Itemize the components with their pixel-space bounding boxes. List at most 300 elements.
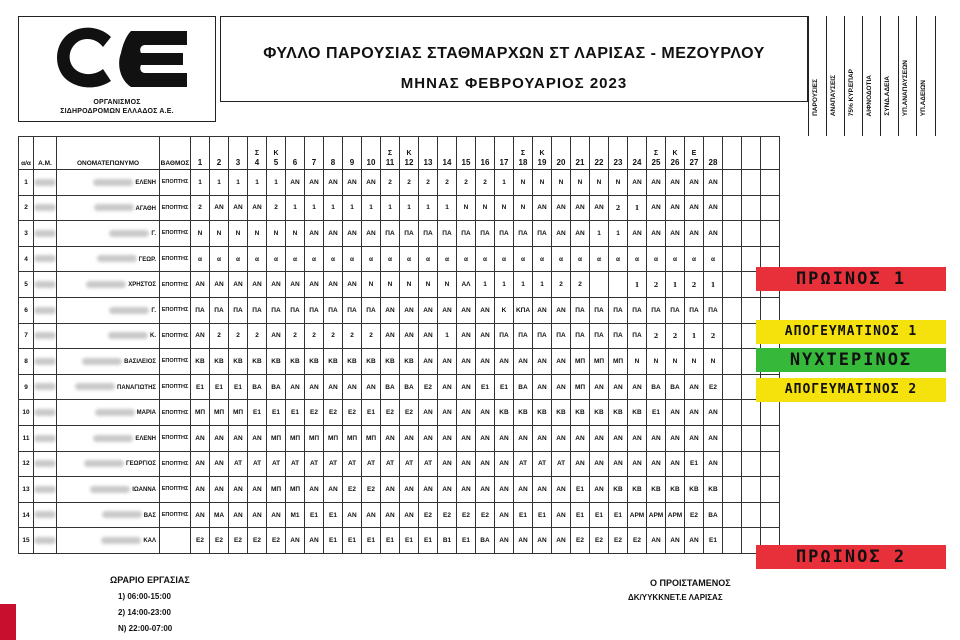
- day-cell: ΒΑ: [514, 374, 533, 400]
- extra-cell: [761, 502, 780, 528]
- day-cell: α: [381, 246, 400, 272]
- day-cell: ΚΒ: [533, 400, 552, 426]
- attendance-table: [18, 136, 780, 554]
- day-cell: ΚΒ: [400, 349, 419, 375]
- redacted-surname: [102, 511, 142, 518]
- day-cell: ΚΒ: [324, 349, 343, 375]
- day-cell: Ε1: [495, 374, 514, 400]
- day-mark: Ε: [691, 150, 697, 157]
- day-cell: ΑΝ: [552, 477, 571, 503]
- day-cell: Ε1: [571, 502, 590, 528]
- day-cell: Ε2: [210, 528, 229, 554]
- day-cell: ΑΝ: [457, 374, 476, 400]
- day-cell: ΠΑ: [457, 221, 476, 247]
- extra-cell: [761, 221, 780, 247]
- document-subtitle: ΜΗΝΑΣ ΦΕΒΡΟΥΑΡΙΟΣ 2023: [400, 75, 628, 92]
- day-cell: 1: [324, 195, 343, 221]
- day-cell: [590, 272, 609, 298]
- day-mark: Κ: [273, 150, 279, 157]
- day-cell: α: [305, 246, 324, 272]
- day-cell: ΚΒ: [362, 349, 381, 375]
- day-cell: ΑΝ: [419, 323, 438, 349]
- day-cell: Ε1: [704, 528, 723, 554]
- row-name: [57, 349, 160, 375]
- day-cell: ΑΝ: [552, 374, 571, 400]
- day-cell: ΠΑ: [438, 221, 457, 247]
- redacted-surname: [94, 204, 134, 211]
- day-cell: ΑΝ: [419, 349, 438, 375]
- redacted-surname: [86, 281, 126, 288]
- redacted-surname: [101, 537, 141, 544]
- day-cell: Ν: [191, 221, 210, 247]
- day-cell: Ν: [704, 349, 723, 375]
- day-cell: ΑΝ: [419, 297, 438, 323]
- day-cell: ΠΑ: [609, 297, 628, 323]
- day-cell: ΑΝ: [647, 425, 666, 451]
- row-am: [34, 297, 57, 323]
- row-name-text: Γ.: [151, 231, 156, 238]
- day-cell: ΑΝ: [647, 170, 666, 196]
- day-number: 3: [235, 158, 241, 167]
- summary-header-3: [862, 16, 881, 136]
- day-cell: ΑΝ: [343, 502, 362, 528]
- day-cell: α: [609, 246, 628, 272]
- day-cell: ΑΝ: [704, 400, 723, 426]
- day-cell: ΠΑ: [590, 323, 609, 349]
- day-cell: 2: [191, 195, 210, 221]
- extra-cell: [723, 528, 742, 554]
- day-cell: ΑΝ: [438, 477, 457, 503]
- day-cell: 2: [248, 323, 267, 349]
- day-cell: Ε2: [324, 400, 343, 426]
- signer-department: ΔΚ/ΥΥΚΚΝΕΤ.Ε ΛΑΡΙΣΑΣ: [628, 593, 723, 602]
- day-cell: α: [590, 246, 609, 272]
- row-rank: ΕΠΟΠΤΗΣ: [160, 272, 191, 298]
- day-cell: Ε1: [685, 451, 704, 477]
- extra-cell: [723, 400, 742, 426]
- day-cell: ΑΝ: [628, 170, 647, 196]
- extra-cell: [761, 451, 780, 477]
- day-cell: ΑΤ: [381, 451, 400, 477]
- day-cell: ΑΝ: [210, 477, 229, 503]
- corner-mark: [0, 604, 16, 640]
- day-cell: ΑΝ: [666, 451, 685, 477]
- day-number: 25: [651, 158, 661, 167]
- day-cell: ΠΑ: [628, 297, 647, 323]
- day-cell: 2: [362, 323, 381, 349]
- day-number: 23: [613, 158, 623, 167]
- day-cell: Ε1: [267, 400, 286, 426]
- day-cell: ΜΠ: [286, 477, 305, 503]
- day-cell: ΠΑ: [514, 221, 533, 247]
- day-cell: 2: [324, 323, 343, 349]
- table-row: [19, 528, 780, 554]
- redacted-surname: [93, 179, 133, 186]
- extra-cell: [723, 195, 742, 221]
- day-cell: Β1: [438, 528, 457, 554]
- extra-cell: [742, 425, 761, 451]
- day-cell: α: [400, 246, 419, 272]
- day-cell: ΑΝ: [476, 297, 495, 323]
- day-cell: ΑΝ: [305, 477, 324, 503]
- day-cell: ΑΝ: [514, 349, 533, 375]
- day-cell: ΑΝ: [533, 297, 552, 323]
- day-cell: α: [647, 246, 666, 272]
- extra-cell: [742, 195, 761, 221]
- row-rank: ΕΠΟΠΤΗΣ: [160, 221, 191, 247]
- day-cell: ΠΑ: [419, 221, 438, 247]
- day-cell: ΠΑ: [362, 297, 381, 323]
- day-cell: ΑΝ: [400, 477, 419, 503]
- day-number: 24: [632, 158, 642, 167]
- redacted-am: [34, 332, 56, 339]
- day-cell: Ν: [495, 195, 514, 221]
- day-cell: ΑΝ: [552, 297, 571, 323]
- day-cell: ΠΑ: [495, 221, 514, 247]
- day-cell: ΑΝ: [324, 272, 343, 298]
- day-cell: ΑΝ: [229, 502, 248, 528]
- row-rank: ΕΠΟΠΤΗΣ: [160, 246, 191, 272]
- day-cell: ΑΝ: [324, 374, 343, 400]
- day-cell: ΚΒ: [552, 400, 571, 426]
- day-cell: ΑΝ: [191, 502, 210, 528]
- day-cell: ΑΝ: [191, 323, 210, 349]
- day-cell: ΑΝ: [324, 221, 343, 247]
- redacted-surname: [90, 486, 130, 493]
- day-mark: Σ: [520, 150, 526, 157]
- day-cell: Ε2: [343, 477, 362, 503]
- day-cell: α: [476, 246, 495, 272]
- day-cell: ΚΠΑ: [514, 297, 533, 323]
- day-cell: ΚΒ: [495, 400, 514, 426]
- extra-cell: [761, 195, 780, 221]
- day-cell: ΑΝ: [438, 374, 457, 400]
- signer-title: Ο ΠΡΟΙΣΤΑΜΕΝΟΣ: [650, 578, 731, 588]
- extra-cell: [723, 477, 742, 503]
- day-cell: ΑΝ: [552, 502, 571, 528]
- day-cell: ΑΤ: [362, 451, 381, 477]
- org-name-line2: ΣΙΔΗΡΟΔΡΟΜΩΝ ΕΛΛΑΔΟΣ Α.Ε.: [60, 108, 174, 115]
- day-cell: 2: [267, 195, 286, 221]
- day-cell: ΑΝ: [210, 195, 229, 221]
- day-cell: 1: [609, 221, 628, 247]
- day-cell: ΑΝ: [514, 528, 533, 554]
- day-cell: ΑΡΜ: [666, 502, 685, 528]
- day-cell: ΠΑ: [305, 297, 324, 323]
- row-number: 14: [19, 502, 34, 528]
- col-header-day: [571, 137, 590, 170]
- schedule-title: ΩΡΑΡΙΟ ΕΡΓΑΣΙΑΣ: [110, 575, 190, 585]
- col-header-aa: α/α: [19, 137, 34, 170]
- day-cell: Ν: [381, 272, 400, 298]
- col-header-day: [552, 137, 571, 170]
- table-row: [19, 502, 780, 528]
- day-cell: ΑΝ: [438, 400, 457, 426]
- day-cell: ΑΝ: [191, 451, 210, 477]
- day-cell: ΚΒ: [685, 477, 704, 503]
- day-cell: ΑΝ: [628, 374, 647, 400]
- row-am: [34, 170, 57, 196]
- day-cell: ΚΒ: [381, 349, 400, 375]
- row-number: 4: [19, 246, 34, 272]
- table-row: [19, 297, 780, 323]
- day-cell: ΜΠ: [286, 425, 305, 451]
- day-cell: ΠΑ: [229, 297, 248, 323]
- day-cell: ΑΝ: [457, 451, 476, 477]
- day-cell: Ε2: [305, 400, 324, 426]
- row-am: [34, 323, 57, 349]
- document-title: ΦΥΛΛΟ ΠΑΡΟΥΣΙΑΣ ΣΤΑΘΜΑΡΧΩΝ ΣΤ ΛΑΡΙΣΑΣ - ΜΕΖΟΥΡΛΟΥ: [263, 45, 765, 62]
- row-name: [57, 425, 160, 451]
- day-cell: α: [324, 246, 343, 272]
- day-cell: ΚΒ: [267, 349, 286, 375]
- day-number: 8: [330, 158, 336, 167]
- day-cell: ΠΑ: [324, 297, 343, 323]
- table-row: [19, 451, 780, 477]
- day-cell: ΑΝ: [457, 477, 476, 503]
- col-header-day: [267, 137, 286, 170]
- day-cell: ΑΝ: [229, 272, 248, 298]
- shift-label: ΠΡΩΙΝΟΣ 2: [756, 545, 946, 569]
- row-number: 11: [19, 425, 34, 451]
- row-am: [34, 502, 57, 528]
- day-cell: Ε2: [609, 528, 628, 554]
- extra-cell: [742, 502, 761, 528]
- logo-box: [18, 16, 216, 122]
- day-cell: α: [552, 246, 571, 272]
- redacted-am: [34, 435, 56, 442]
- day-number: 6: [292, 158, 298, 167]
- row-name: [57, 451, 160, 477]
- row-name: [57, 221, 160, 247]
- day-cell: ΑΝ: [609, 425, 628, 451]
- day-cell: ΑΝ: [647, 221, 666, 247]
- day-cell: ΠΑ: [343, 297, 362, 323]
- day-cell: ΑΝ: [590, 425, 609, 451]
- day-cell: ΠΑ: [533, 323, 552, 349]
- day-cell: Ν: [210, 221, 229, 247]
- day-cell: 1: [286, 195, 305, 221]
- day-number: 2: [216, 158, 222, 167]
- day-cell: α: [495, 246, 514, 272]
- table-row: [19, 425, 780, 451]
- day-cell: Ν: [552, 170, 571, 196]
- day-cell: ΠΑ: [571, 297, 590, 323]
- redacted-am: [34, 230, 56, 237]
- row-number: 7: [19, 323, 34, 349]
- day-cell: ΑΝ: [495, 349, 514, 375]
- day-cell: α: [267, 246, 286, 272]
- row-name-text: ΕΛΕΝΗ: [135, 179, 156, 186]
- summary-header-label: ΑΝΑΠΑΥΣΕΙΣ: [830, 74, 837, 116]
- day-cell: α: [343, 246, 362, 272]
- table-row: [19, 195, 780, 221]
- row-name-text: ΧΡΗΣΤΟΣ: [128, 282, 156, 289]
- table-row: [19, 374, 780, 400]
- day-cell: ΑΝ: [362, 170, 381, 196]
- day-cell: ΑΛ: [457, 272, 476, 298]
- day-cell: Κ: [495, 297, 514, 323]
- day-cell: 2: [685, 272, 704, 298]
- day-cell: Ν: [362, 272, 381, 298]
- day-cell: ΑΝ: [286, 374, 305, 400]
- day-cell: ΑΝ: [666, 425, 685, 451]
- col-header-day: [305, 137, 324, 170]
- day-cell: ΚΒ: [514, 400, 533, 426]
- extra-cell: [723, 272, 742, 298]
- day-cell: ΑΝ: [628, 425, 647, 451]
- redacted-surname: [97, 255, 137, 262]
- day-cell: 2: [438, 170, 457, 196]
- row-number: 5: [19, 272, 34, 298]
- day-cell: ΑΝ: [685, 221, 704, 247]
- row-number: 1: [19, 170, 34, 196]
- row-name: [57, 400, 160, 426]
- day-number: 9: [349, 158, 355, 167]
- row-name-text: ΒΑΣ: [143, 512, 156, 519]
- day-cell: ΑΝ: [210, 451, 229, 477]
- day-cell: ΠΑ: [191, 297, 210, 323]
- day-cell: ΑΝ: [305, 221, 324, 247]
- col-header-day: [666, 137, 685, 170]
- day-cell: ΒΑ: [666, 374, 685, 400]
- day-cell: 2: [571, 272, 590, 298]
- day-cell: ΑΝ: [324, 477, 343, 503]
- ose-logo-icon: [49, 23, 189, 95]
- day-cell: ΑΝ: [267, 323, 286, 349]
- day-cell: ΜΠ: [609, 349, 628, 375]
- day-cell: ΑΤ: [343, 451, 362, 477]
- day-cell: 2: [400, 170, 419, 196]
- day-cell: ΑΤ: [248, 451, 267, 477]
- day-mark: Σ: [254, 150, 260, 157]
- day-cell: ΑΤ: [419, 451, 438, 477]
- day-cell: ΑΝ: [362, 502, 381, 528]
- day-number: 18: [518, 158, 528, 167]
- day-cell: ΑΝ: [210, 272, 229, 298]
- day-cell: ΑΝ: [685, 170, 704, 196]
- day-cell: ΑΝ: [210, 425, 229, 451]
- day-cell: ΑΝ: [704, 451, 723, 477]
- table-row: [19, 221, 780, 247]
- col-header-day: [419, 137, 438, 170]
- col-header-day: [704, 137, 723, 170]
- day-cell: ΑΝ: [362, 374, 381, 400]
- extra-cell: [761, 425, 780, 451]
- day-cell: Ν: [267, 221, 286, 247]
- row-rank: ΕΠΟΠΤΗΣ: [160, 170, 191, 196]
- title-box: [220, 16, 808, 102]
- day-cell: ΑΝ: [666, 528, 685, 554]
- extra-cell: [742, 477, 761, 503]
- table-row: [19, 477, 780, 503]
- day-cell: 2: [457, 170, 476, 196]
- day-cell: α: [571, 246, 590, 272]
- schedule-shift-2: 2) 14:00-23:00: [118, 608, 171, 617]
- day-cell: ΑΤ: [324, 451, 343, 477]
- day-cell: Μ1: [286, 502, 305, 528]
- day-cell: ΑΝ: [343, 170, 362, 196]
- table-row: [19, 323, 780, 349]
- redacted-am: [34, 179, 56, 186]
- row-name-text: ΓΕΩΡ.: [138, 256, 156, 263]
- day-cell: ΚΒ: [210, 349, 229, 375]
- row-am: [34, 477, 57, 503]
- day-cell: ΑΝ: [628, 451, 647, 477]
- row-name-text: ΑΓΑΘΗ: [135, 205, 156, 212]
- day-cell: 1: [495, 170, 514, 196]
- day-cell: ΠΑ: [533, 221, 552, 247]
- day-cell: Ε2: [362, 477, 381, 503]
- day-cell: ΑΝ: [305, 528, 324, 554]
- day-cell: ΑΝ: [495, 502, 514, 528]
- day-cell: ΑΝ: [476, 323, 495, 349]
- day-cell: ΑΝ: [400, 323, 419, 349]
- day-cell: ΑΝ: [666, 195, 685, 221]
- row-rank: ΕΠΟΠΤΗΣ: [160, 400, 191, 426]
- summary-header-6: [916, 16, 936, 136]
- row-name: [57, 195, 160, 221]
- redacted-am: [34, 358, 56, 365]
- day-number: 10: [366, 158, 376, 167]
- day-cell: 2: [647, 272, 666, 298]
- day-cell: Ε1: [381, 528, 400, 554]
- day-cell: Ε1: [457, 528, 476, 554]
- day-cell: ΑΝ: [438, 297, 457, 323]
- day-cell: Ε2: [191, 528, 210, 554]
- day-cell: ΑΝ: [647, 451, 666, 477]
- day-cell: ΠΑ: [609, 323, 628, 349]
- day-cell: Ε1: [362, 400, 381, 426]
- day-cell: 1: [476, 272, 495, 298]
- day-cell: ΑΝ: [495, 425, 514, 451]
- shift-label: ΑΠΟΓΕΥΜΑΤΙΝΟΣ 2: [756, 378, 946, 402]
- day-cell: ΚΒ: [628, 400, 647, 426]
- day-cell: ΑΝ: [343, 374, 362, 400]
- day-cell: ΑΝ: [609, 374, 628, 400]
- row-name-text: Γ.: [151, 307, 156, 314]
- extra-cell: [723, 349, 742, 375]
- day-cell: ΒΑ: [476, 528, 495, 554]
- day-cell: Ε2: [248, 528, 267, 554]
- day-cell: ΑΝ: [552, 349, 571, 375]
- day-cell: ΑΝ: [457, 425, 476, 451]
- redacted-surname: [109, 307, 149, 314]
- day-cell: ΑΝ: [590, 195, 609, 221]
- day-cell: Ε2: [438, 502, 457, 528]
- row-rank: ΕΠΟΠΤΗΣ: [160, 195, 191, 221]
- row-name: [57, 246, 160, 272]
- day-cell: ΑΤ: [267, 451, 286, 477]
- day-cell: ΜΠ: [210, 400, 229, 426]
- day-cell: 2: [704, 323, 723, 349]
- col-header-day: [343, 137, 362, 170]
- day-cell: Ε2: [343, 400, 362, 426]
- day-cell: Ε1: [343, 528, 362, 554]
- day-cell: α: [286, 246, 305, 272]
- day-cell: ΜΠ: [590, 349, 609, 375]
- day-cell: ΑΝ: [628, 221, 647, 247]
- day-cell: ΑΝ: [191, 272, 210, 298]
- day-number: 26: [670, 158, 680, 167]
- day-cell: ΑΝ: [438, 349, 457, 375]
- day-cell: Ε1: [324, 528, 343, 554]
- day-cell: Ν: [533, 170, 552, 196]
- row-name: [57, 502, 160, 528]
- day-cell: Ε1: [419, 528, 438, 554]
- row-rank: ΕΠΟΠΤΗΣ: [160, 451, 191, 477]
- day-cell: ΠΑ: [685, 297, 704, 323]
